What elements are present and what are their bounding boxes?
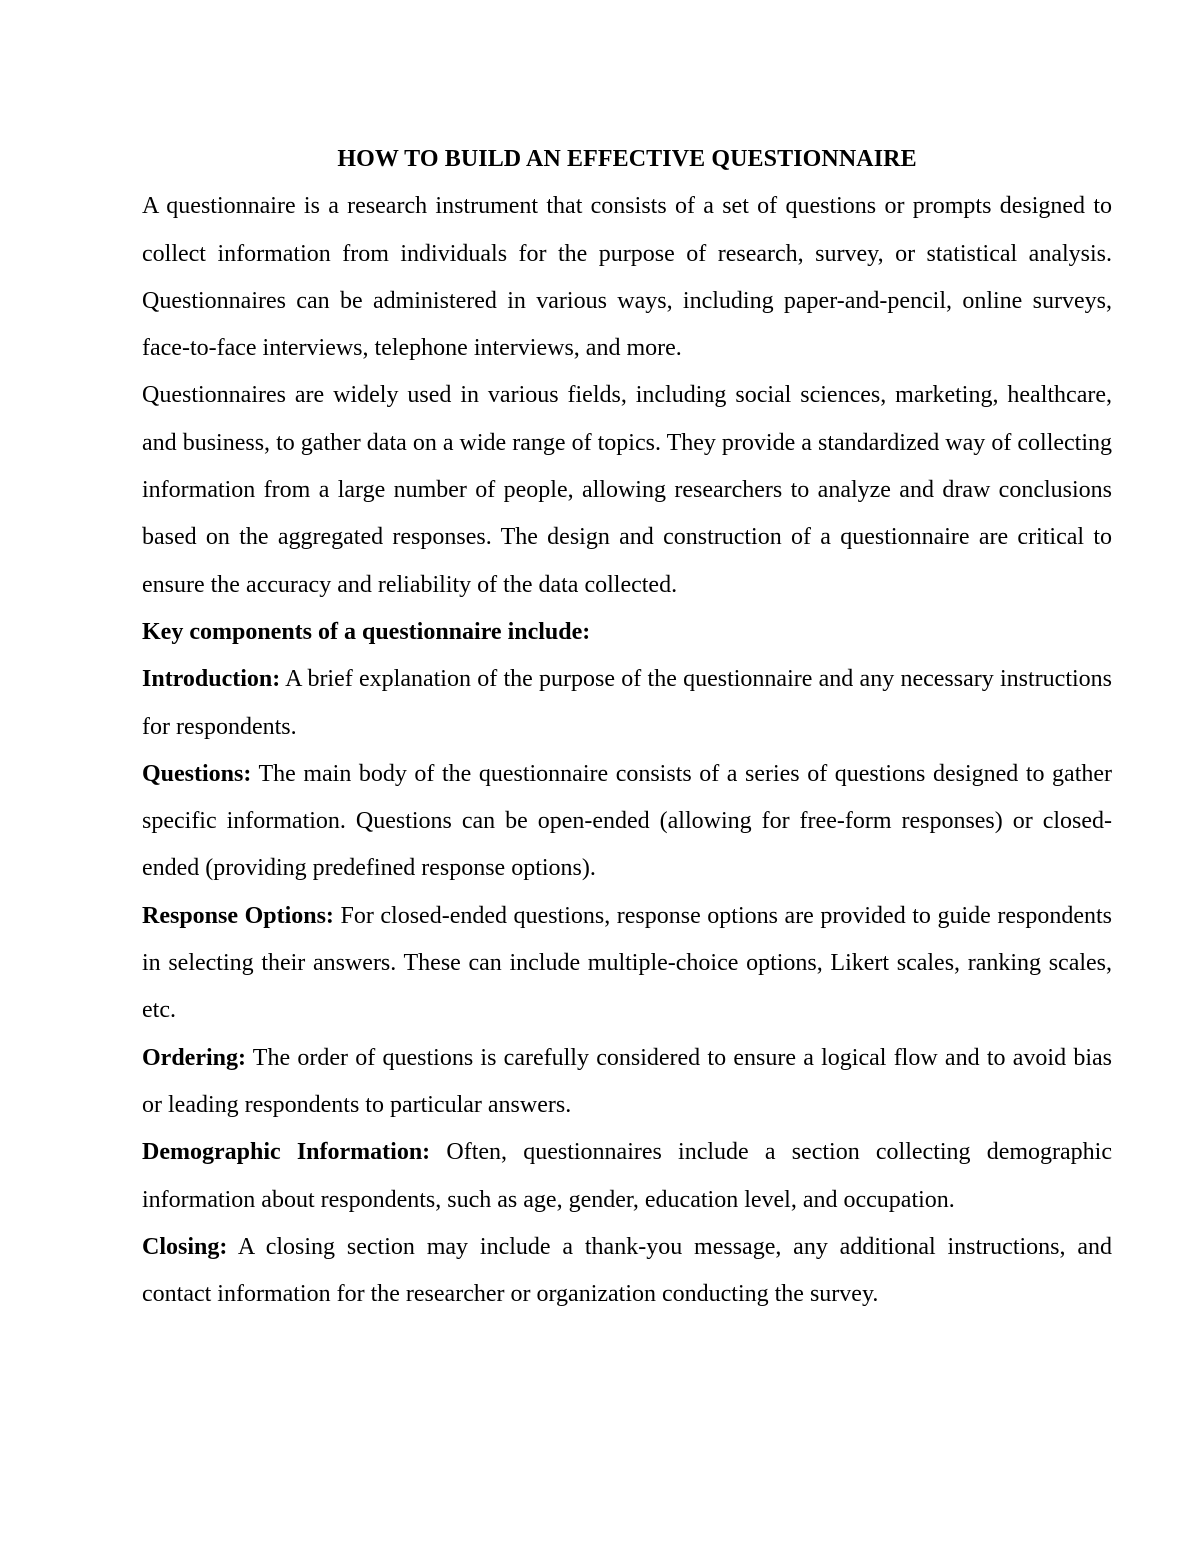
- component-text: Often, questionnaires include a section collecting demographic information about respondents, such as age, gender, education level, and occupation.: [142, 1139, 1113, 1213]
- component-text: The order of questions is carefully considered to ensure a logical flow and to avoid bias or leading respondents to particular answers.: [142, 1044, 1112, 1118]
- component-term: Introduction:: [142, 666, 281, 693]
- intro-paragraph: Questionnaires are widely used in various fields, including social sciences, marketing, healthcare, and business, to gather data on a wide range of topics. They provide a standardized way of collecting information from a large number of people, allowing researchers to analyze and draw conclusions based on the aggregated responses. The design and construction of a questionnaire are critical to ensure the accuracy and reliability of the data collected.: [142, 382, 1112, 598]
- component-text: The main body of the questionnaire consists of a series of questions designed to gather specific information. Questions can be open-ended (allowing for free-form responses) or closed-ended (providing predefined response options).: [142, 760, 1112, 882]
- document-title: HOW TO BUILD AN EFFECTIVE QUESTIONNAIRE: [337, 146, 917, 172]
- component-item: [142, 656, 1112, 751]
- components-heading: Key components of a questionnaire include:: [142, 618, 591, 645]
- component-term: Questions:: [142, 760, 252, 787]
- document-page: [142, 136, 1112, 1318]
- component-item: [142, 893, 1112, 1035]
- component-text: For closed-ended questions, response options are provided to guide respondents in selecting their answers. These can include multiple-choice options, Likert scales, ranking scales, etc.: [142, 902, 1113, 1024]
- component-term: Ordering:: [142, 1044, 246, 1071]
- intro-paragraph: A questionnaire is a research instrument that consists of a set of questions or prompts designed to collect information from individuals for the purpose of research, survey, or statistical analysis. Questionnaires can be administered in various ways, including paper-and-pencil, online surveys, face-to-face interviews, telephone interviews, and more.: [142, 193, 1112, 362]
- component-term: Closing:: [142, 1233, 228, 1260]
- component-text: A closing section may include a thank-you message, any additional instructions, and contact information for the researcher or organization conducting the survey.: [142, 1233, 1112, 1308]
- component-item: [142, 1224, 1112, 1319]
- component-text: A brief explanation of the purpose of the questionnaire and any necessary instructions for respondents.: [142, 666, 1112, 740]
- component-item: [142, 1035, 1112, 1130]
- component-item: [142, 751, 1112, 893]
- component-term: Response Options:: [142, 902, 334, 929]
- component-item: [142, 1129, 1112, 1224]
- component-term: Demographic Information:: [142, 1139, 431, 1166]
